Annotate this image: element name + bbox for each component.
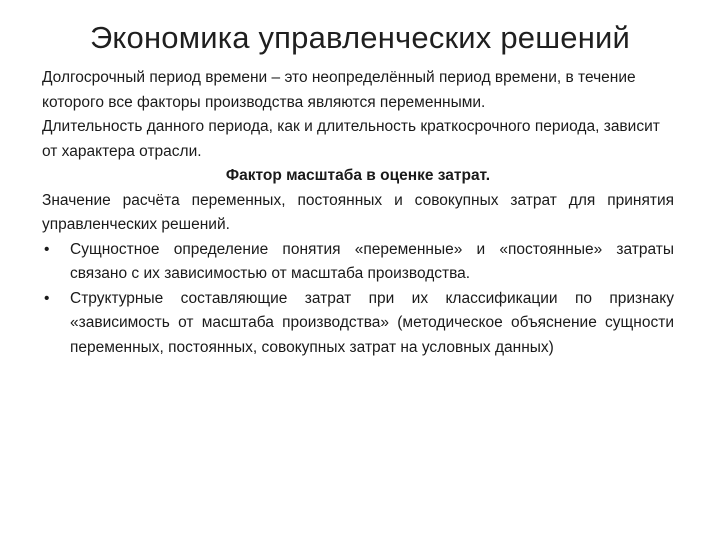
bullet-item xyxy=(42,287,674,361)
slide-title: Экономика управленческих решений xyxy=(89,20,631,55)
bullet-icon: • xyxy=(44,289,50,307)
paragraph-period-duration: Длительность данного периода, как и длительность краткосрочного периода, зависит от характера отрасли. xyxy=(42,118,660,160)
paragraph-cost-calculation: Значение расчёта переменных, постоянных и совокупных затрат для принятия управленческих решений. xyxy=(42,191,674,233)
bullet-icon: • xyxy=(44,240,50,258)
bullet-item xyxy=(42,238,674,287)
subheading-scale-factor: Фактор масштаба в оценке затрат. xyxy=(225,167,491,184)
paragraph-long-term-period: Долгосрочный период времени – это неопределённый период времени, в течение которого все факторы производства являются переменными. xyxy=(42,69,636,111)
slide-body xyxy=(42,66,674,360)
bullet-text: Сущностное определение понятия «переменные» и «постоянные» затраты связано с их зависимостью от масштаба производства. xyxy=(70,240,674,282)
bullet-text: Структурные составляющие затрат при их классификации по признаку «зависимость от масштаба производства» (методическое объяснение сущности переменных, постоянных, совокупных затрат на условных данных) xyxy=(70,289,674,356)
